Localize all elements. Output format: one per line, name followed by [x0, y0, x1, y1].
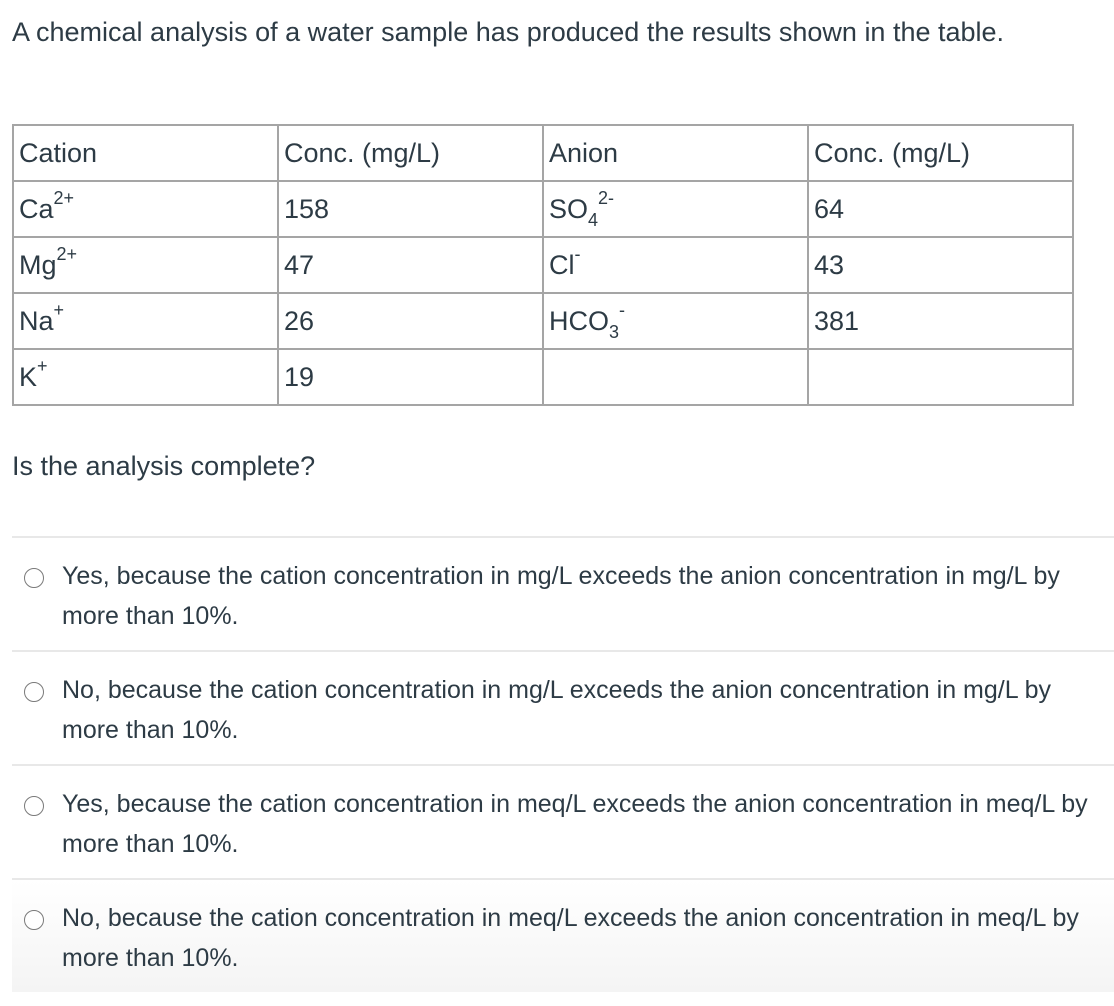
table-row	[13, 181, 1073, 237]
anion-cell: $SO_4^{2-}$	[543, 181, 808, 237]
cation-conc-cell: 47	[278, 237, 543, 293]
table-row	[13, 293, 1073, 349]
table-row	[13, 349, 1073, 405]
anion-cell: $HCO_3^-$	[543, 293, 808, 349]
radio-button[interactable]	[24, 682, 44, 702]
header-anion-conc: Conc. (mg/L)	[808, 125, 1073, 181]
anion-cell: Cl-	[543, 237, 808, 293]
table-row	[13, 237, 1073, 293]
cation-cell: $Mg^{2+}$	[13, 237, 278, 293]
cation-cell: K+	[13, 349, 278, 405]
anion-conc-cell: 381	[808, 293, 1073, 349]
cation-conc-cell: 158	[278, 181, 543, 237]
analysis-table	[12, 124, 1074, 406]
anion-conc-cell	[808, 349, 1073, 405]
answer-label[interactable]: Yes, because the cation concentration in mg/L exceeds the anion concentration in mg/L by more than 10%.	[62, 562, 1060, 630]
question-prompt: Is the analysis complete?	[12, 451, 316, 481]
radio-button[interactable]	[24, 910, 44, 930]
question-intro: A chemical analysis of a water sample has produced the results shown in the table.	[12, 17, 1005, 47]
header-cation-conc: Conc. (mg/L)	[278, 125, 543, 181]
cation-conc-cell: 26	[278, 293, 543, 349]
table-header-row	[13, 125, 1073, 181]
answer-label[interactable]: No, because the cation concentration in mg/L exceeds the anion concentration in mg/L by more than 10%.	[62, 676, 1052, 744]
cation-cell: Na+	[13, 293, 278, 349]
radio-button[interactable]	[24, 796, 44, 816]
radio-button[interactable]	[24, 568, 44, 588]
anion-conc-cell: 64	[808, 181, 1073, 237]
answer-option[interactable]	[12, 536, 1114, 650]
answer-label[interactable]: No, because the cation concentration in meq/L exceeds the anion concentration in meq/L by more than 10%.	[62, 904, 1079, 972]
anion-cell	[543, 349, 808, 405]
header-anion: Anion	[543, 125, 808, 181]
cation-cell: $Ca^{2+}$	[13, 181, 278, 237]
anion-conc-cell: 43	[808, 237, 1073, 293]
answer-list	[12, 536, 1114, 992]
answer-option[interactable]	[12, 650, 1114, 764]
answer-label[interactable]: Yes, because the cation concentration in meq/L exceeds the anion concentration in meq/L by more than 10%.	[62, 790, 1088, 858]
cation-conc-cell: 19	[278, 349, 543, 405]
header-cation: Cation	[13, 125, 278, 181]
answer-option[interactable]	[12, 878, 1114, 992]
answer-option[interactable]	[12, 764, 1114, 878]
